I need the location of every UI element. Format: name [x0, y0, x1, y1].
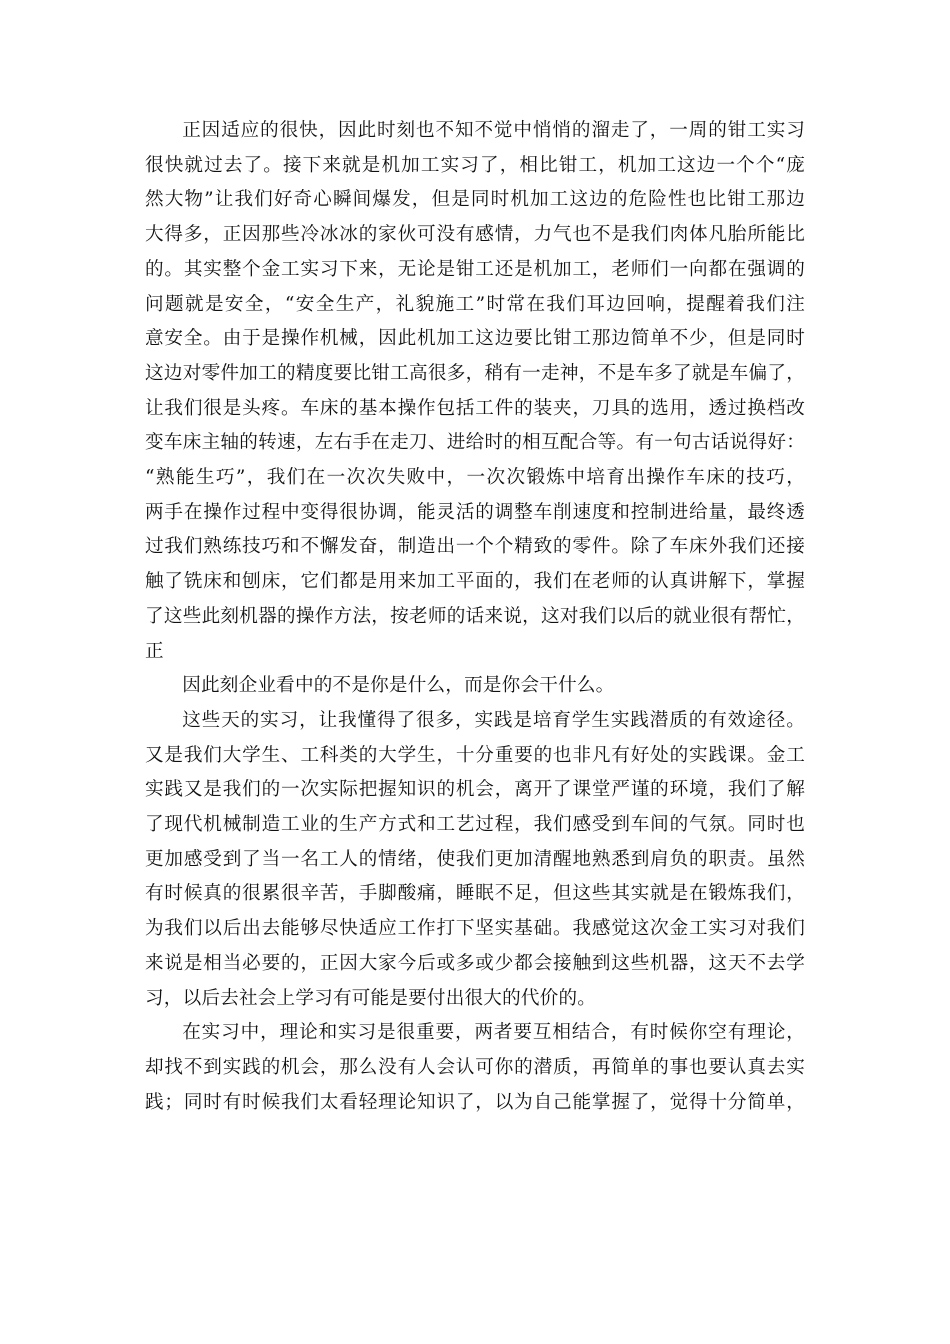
text-line: 很快就过去了。接下来就是机加工实习了，相比钳工，机加工这边一个个“庞 [145, 154, 805, 176]
text-line: 正因适应的很快，因此时刻也不知不觉中悄悄的溜走了，一周的钳工实习 [182, 120, 805, 141]
text-line: 这边对零件加工的精度要比钳工高很多，稍有一走神，不是车多了就是车偏了， [145, 362, 805, 384]
text-line: 大得多，正因那些冷冰冰的家伙可没有感情，力气也不是我们肉体凡胎所能比 [145, 224, 805, 246]
text-line: 又是我们大学生、工科类的大学生，十分重要的也非凡有好处的实践课。金工 [145, 744, 805, 766]
text-line: 问题就是安全，“安全生产，礼貌施工”时常在我们耳边回响，提醒着我们注 [145, 293, 805, 315]
text-line: 意安全。由于是操作机械，因此机加工这边要比钳工那边简单不少，但是同时 [145, 328, 805, 350]
text-line: 然大物”让我们好奇心瞬间爆发，但是同时机加工这边的危险性也比钳工那边 [145, 189, 805, 211]
text-line: 实践又是我们的一次实际把握知识的机会，离开了课堂严谨的环境，我们了解 [145, 779, 805, 801]
text-line: 践；同时有时候我们太看轻理论知识了，以为自己能掌握了，觉得十分简单， [145, 1091, 805, 1113]
text-line: 的。其实整个金工实习下来，无论是钳工还是机加工，老师们一向都在强调的 [145, 258, 805, 280]
text-line: 因此刻企业看中的不是你是什么，而是你会干什么。 [182, 675, 615, 697]
text-line: 来说是相当必要的，正因大家今后或多或少都会接触到这些机器，这天不去学 [145, 952, 805, 974]
text-line: 变车床主轴的转速，左右手在走刀、进给时的相互配合等。有一句古话说得好： [145, 432, 805, 454]
paragraph-4 [145, 1016, 805, 1120]
text-line: 两手在操作过程中变得很协调，能灵活的调整车削速度和控制进给量，最终透 [145, 501, 805, 523]
text-line: 更加感受到了当一名工人的情绪，使我们更加清醒地熟悉到肩负的职责。虽然 [145, 848, 805, 870]
text-line: 在实习中，理论和实习是很重要，两者要互相结合，有时候你空有理论， [182, 1022, 805, 1044]
paragraph-1 [145, 114, 805, 669]
text-line: 习，以后去社会上学习有可能是要付出很大的代价的。 [145, 987, 597, 1009]
text-line: 为我们以后出去能够尽快适应工作打下坚实基础。我感觉这次金工实习对我们 [145, 918, 805, 940]
text-line: 了这些此刻机器的操作方法，按老师的话来说，这对我们以后的就业很有帮忙， [145, 605, 805, 627]
text-line: 却找不到实践的机会，那么没有人会认可你的潜质，再简单的事也要认真去实 [145, 1056, 805, 1078]
text-line: “熟能生巧”，我们在一次次失败中，一次次锻炼中培育出操作车床的技巧， [145, 467, 805, 489]
text-line: 正 [145, 640, 164, 662]
text-line: 这些天的实习，让我懂得了很多，实践是培育学生实践潜质的有效途径。 [182, 709, 805, 731]
text-line: 有时候真的很累很辛苦，手脚酸痛，睡眠不足，但这些其实就是在锻炼我们， [145, 883, 805, 905]
text-line: 让我们很是头疼。车床的基本操作包括工件的装夹，刀具的选用，透过换档改 [145, 397, 805, 419]
text-line: 过我们熟练技巧和不懈发奋，制造出一个个精致的零件。除了车床外我们还接 [145, 536, 805, 558]
body-text [145, 114, 805, 1120]
text-line: 了现代机械制造工业的生产方式和工艺过程，我们感受到车间的气氛。同时也 [145, 814, 805, 836]
paragraph-2 [145, 669, 805, 704]
text-line: 触了铣床和刨床，它们都是用来加工平面的，我们在老师的认真讲解下，掌握 [145, 571, 805, 593]
paragraph-3 [145, 704, 805, 1016]
